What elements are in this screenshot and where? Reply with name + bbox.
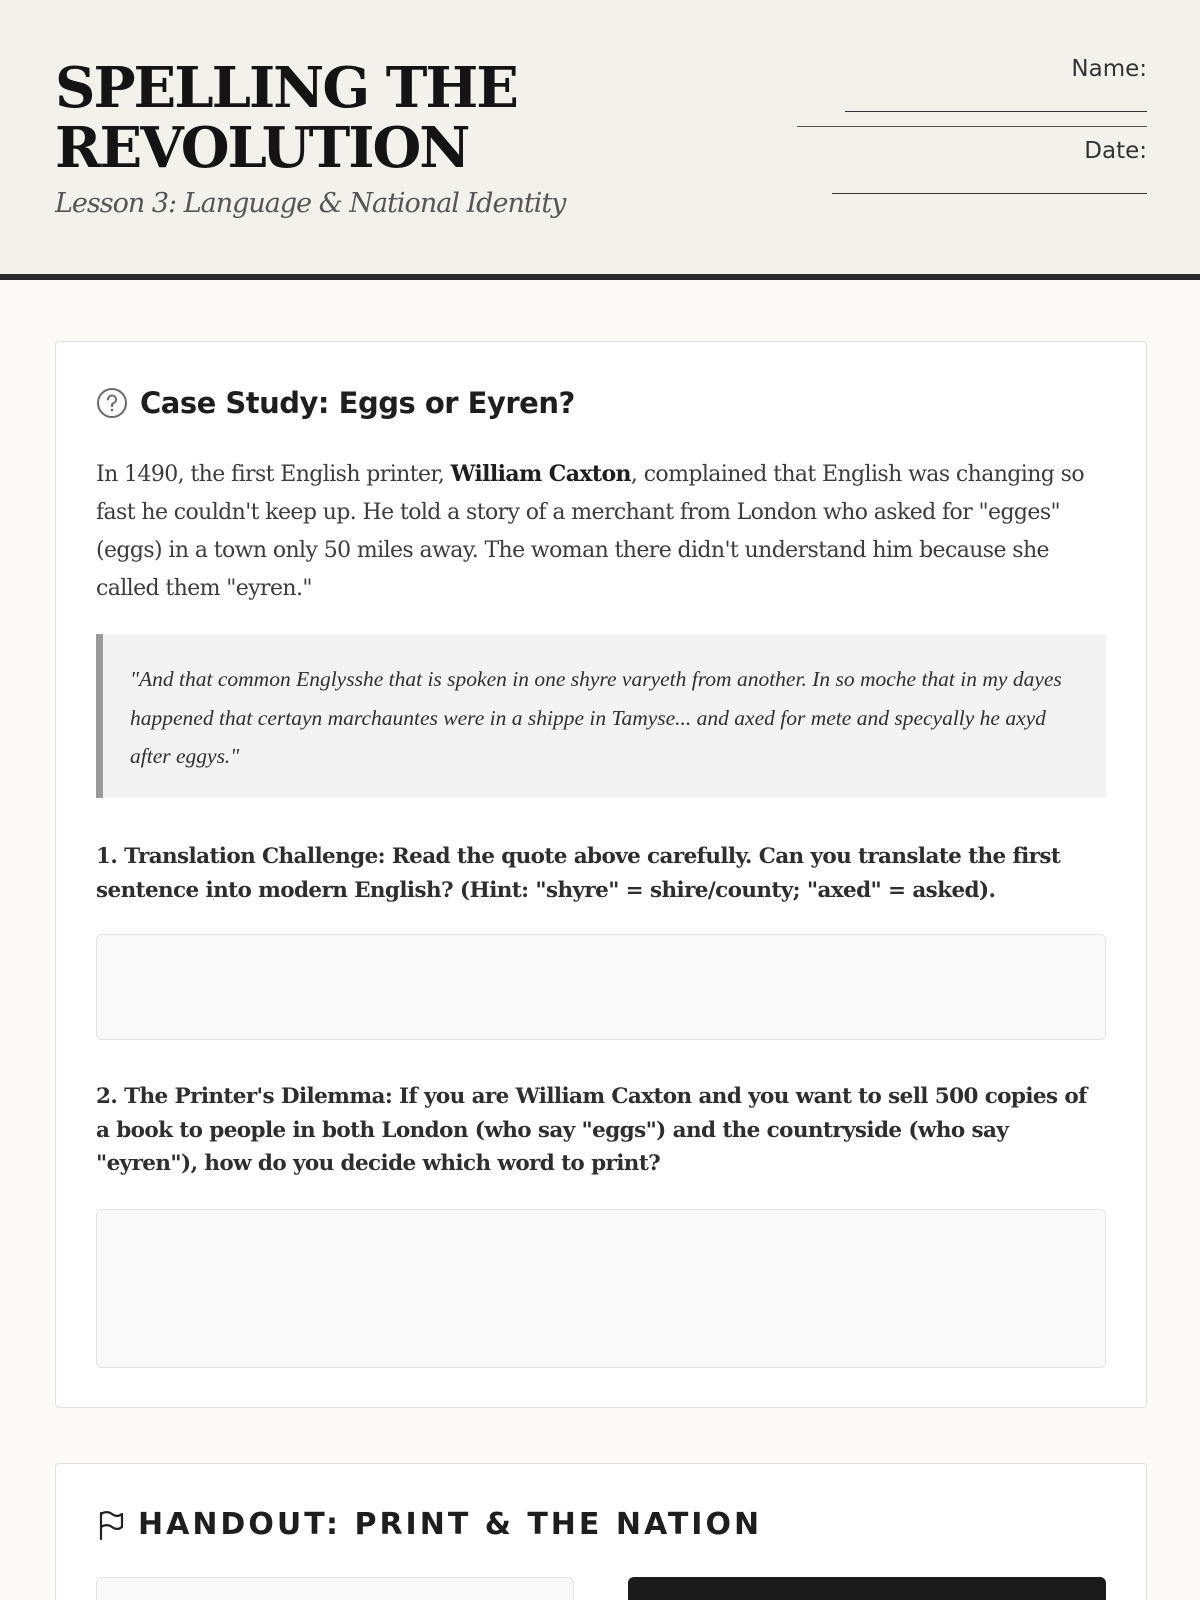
name-label: Name: — [1071, 56, 1147, 82]
intro-highlight-name: William Caxton — [450, 461, 631, 487]
flag-icon — [96, 1509, 126, 1541]
handout-panel-right — [628, 1577, 1106, 1600]
title-line-2: REVOLUTION — [55, 115, 469, 181]
question-1: 1. Translation Challenge: Read the quote above carefully. Can you translate the first sentence into modern English? (Hint: "shyre" = shire/county; "axed" = asked). — [96, 844, 1061, 903]
date-label: Date: — [1084, 138, 1147, 164]
date-field-line[interactable] — [832, 193, 1147, 194]
name-field-line[interactable] — [845, 111, 1147, 112]
caxton-quote: "And that common Englysshe that is spoken in one shyre varyeth from another. In so moche that in my dayes happened that certayn marchauntes were in a shippe in Tamyse... and axed for mete and specyally he axyd after eggys." — [96, 634, 1106, 798]
lesson-subtitle: Lesson 3: Language & National Identity — [55, 188, 566, 219]
handout-heading — [96, 1507, 762, 1542]
handout-panel-left — [96, 1577, 574, 1600]
question-2: 2. The Printer's Dilemma: If you are William Caxton and you want to sell 500 copies of a book to people in both London (who say "eggs") and the countryside (who say "eyren"), how do you decide which word to print? — [96, 1084, 1087, 1176]
answer-box-1[interactable] — [96, 934, 1106, 1040]
page-title — [55, 55, 755, 181]
handout-card — [55, 1463, 1147, 1600]
case-study-title: Case Study: Eggs or Eyren? — [140, 386, 575, 420]
case-study-card — [55, 341, 1147, 1408]
worksheet-header — [0, 0, 1200, 280]
intro-text-end: , complained that English was changing so fast he couldn't keep up. He told a story of a merchant from London who asked for "egges" (eggs) in a town only 50 miles away. The woman there didn't understand him because she called them "eyren." — [96, 462, 1084, 601]
help-circle-icon — [96, 387, 128, 419]
case-study-heading — [96, 386, 575, 420]
answer-box-2[interactable] — [96, 1209, 1106, 1368]
title-line-1: SPELLING THE — [55, 55, 517, 121]
handout-title: HANDOUT: PRINT & THE NATION — [138, 1507, 763, 1542]
case-study-intro — [96, 455, 1106, 608]
divider — [797, 126, 1147, 127]
intro-text-start: In 1490, the first English printer, — [96, 462, 451, 487]
